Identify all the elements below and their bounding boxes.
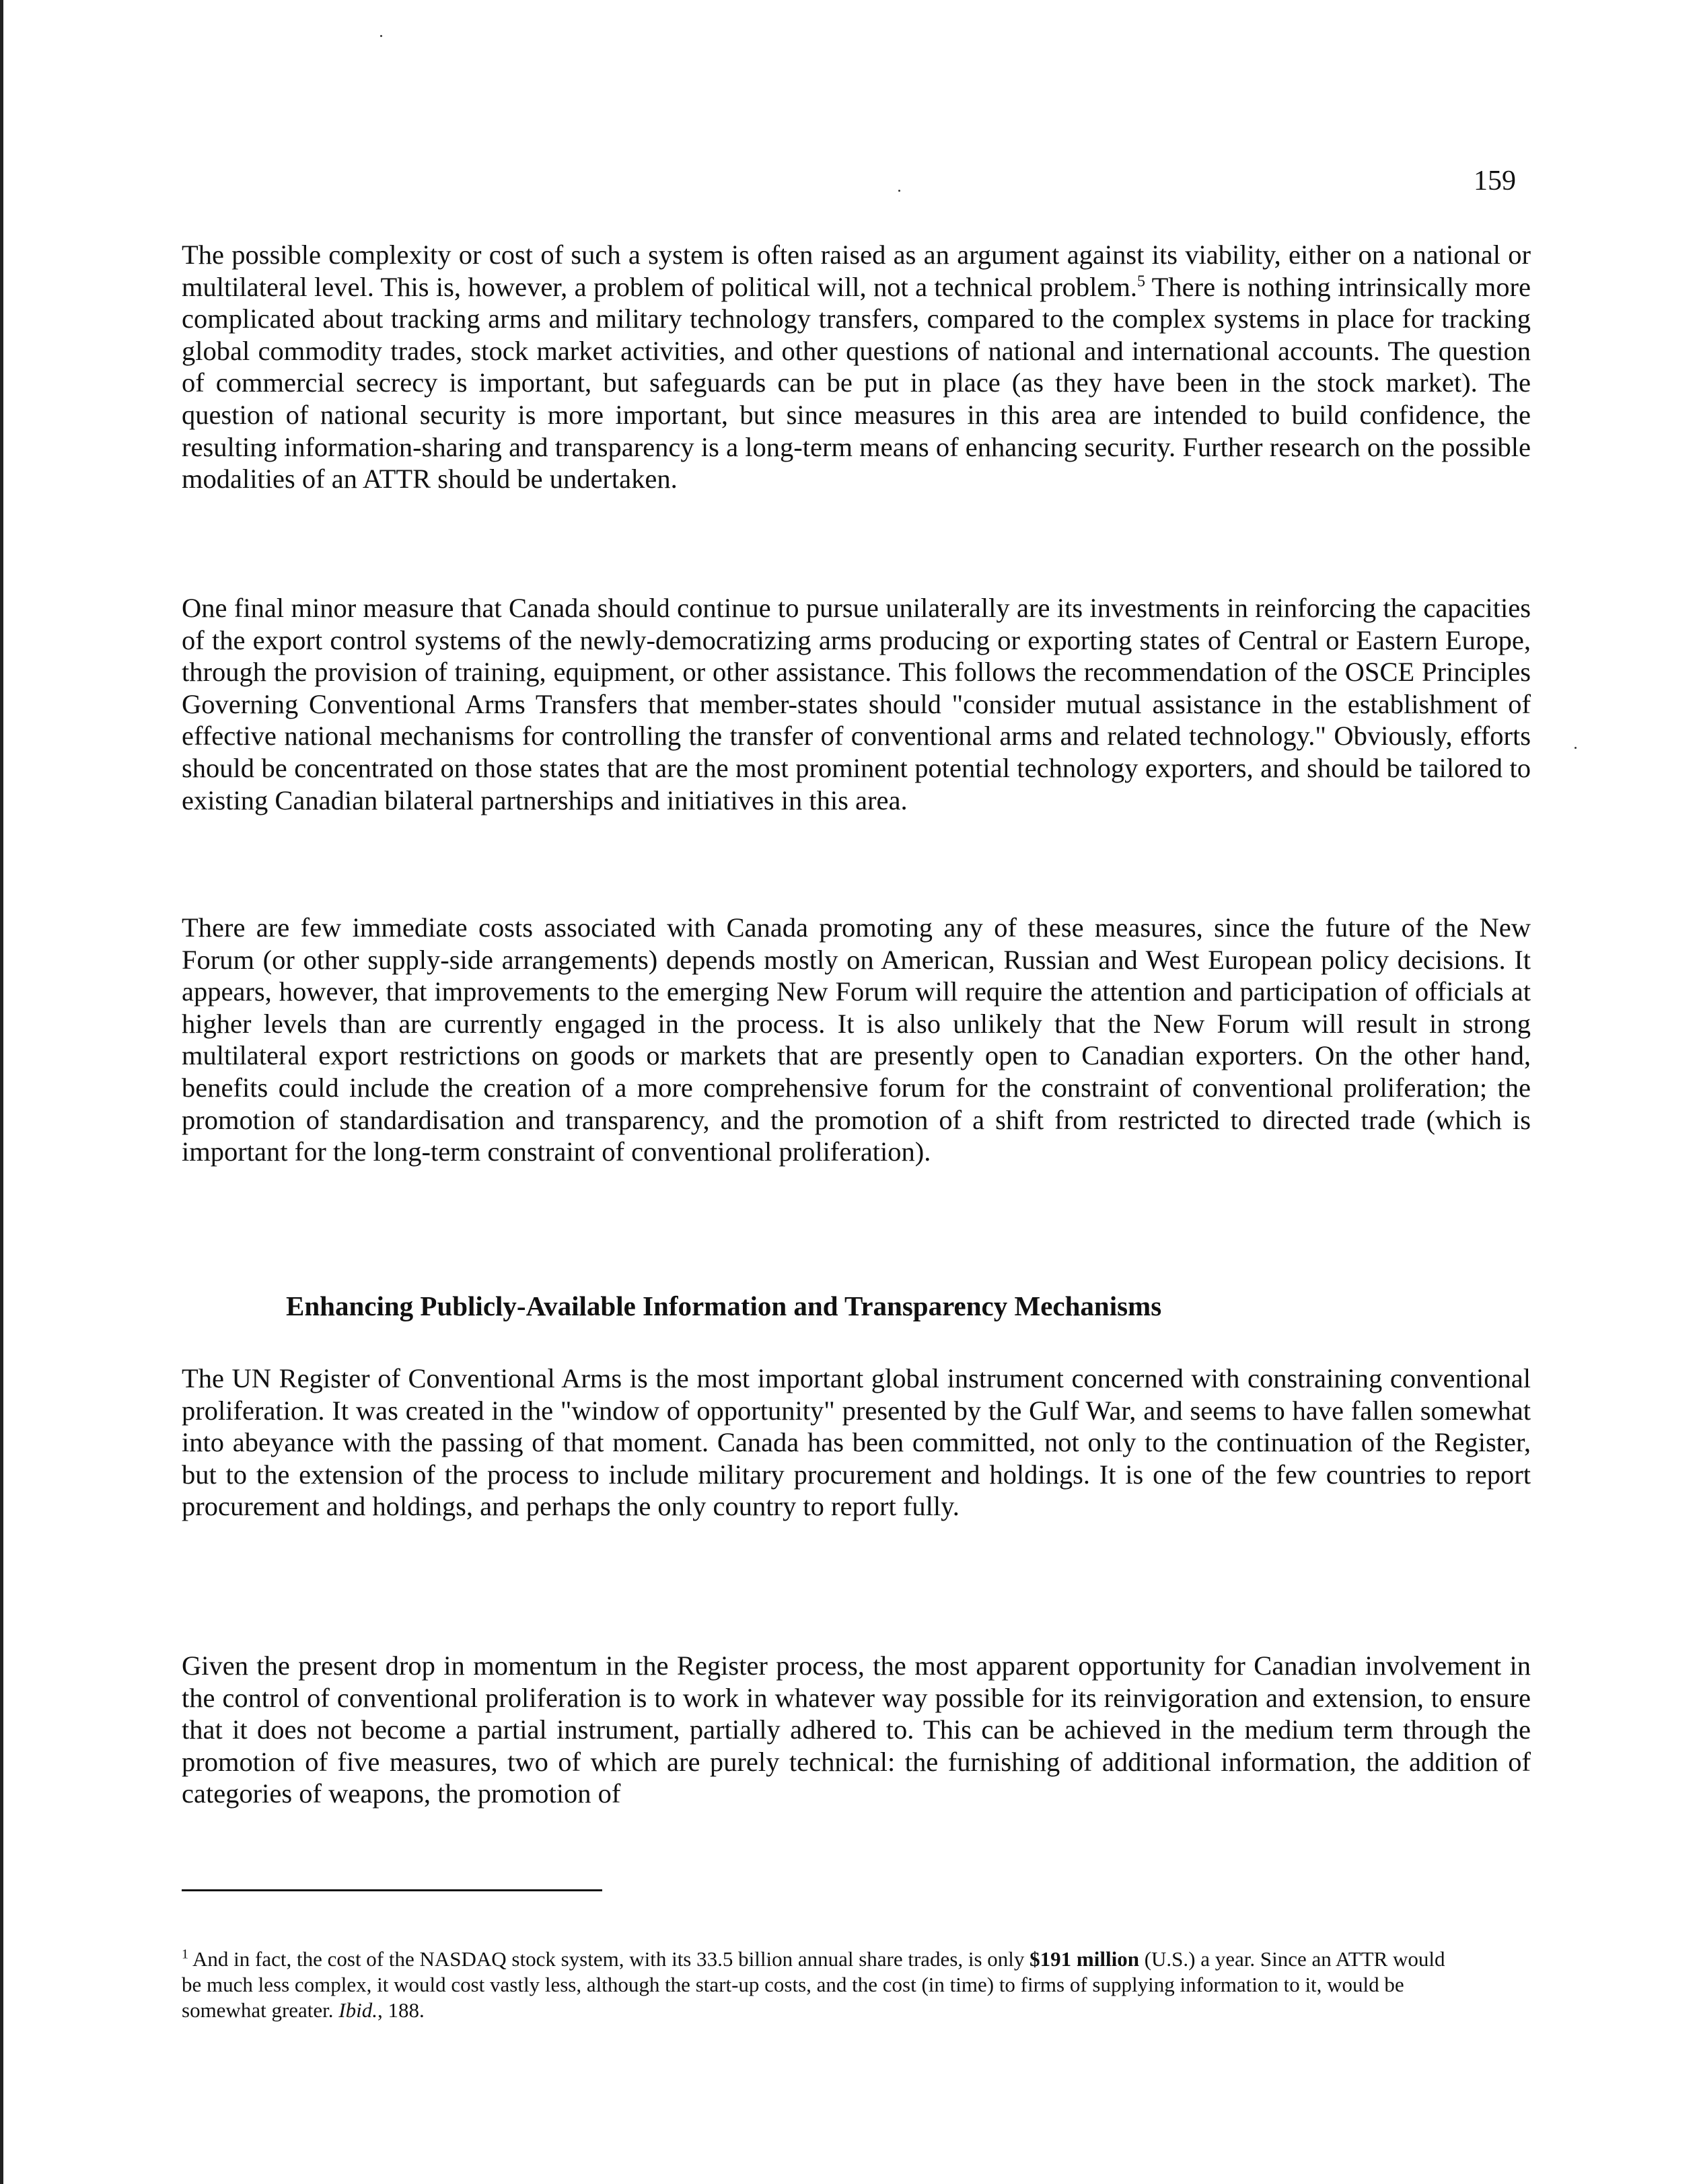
scan-speck — [898, 190, 900, 192]
footnote-text: (U.S.) a year. Since an ATTR would be much less complex, it would cost vastly less, although the start-up costs, and the cost (in time) to firms of supplying information to it, would be somewhat greater. — [182, 1947, 1445, 2022]
body-paragraph-1 — [182, 239, 1531, 495]
section-paragraph-2: Given the present drop in momentum in the Register process, the most apparent opportunity for Canadian involvement in the control of conventional proliferation is to work in whatever way possible for its reinvigoration and extension, to ensure that it does not become a partial instrument, partially adhered to. This can be achieved in the medium term through the promotion of five measures, two of which are purely technical: the furnishing of additional information, the addition of categories of weapons, the promotion of — [182, 1650, 1531, 1809]
footnote-citation-ibid: Ibid. — [338, 1998, 377, 2022]
footnote-separator — [182, 1889, 602, 1891]
paragraph-text: The possible complexity or cost of such a system is often raised as an argument against its viability, either on a national or multilateral level. This is, however, a problem of political will, not a technical problem. — [182, 240, 1531, 302]
page-number: 159 — [1474, 166, 1516, 196]
footnote-marker: 1 — [182, 1946, 188, 1962]
page-left-edge-border — [0, 0, 3, 2184]
footnote — [182, 1946, 1460, 2023]
footnote-text: , 188. — [377, 1998, 425, 2022]
footnote-bold-amount: $191 million — [1029, 1947, 1139, 1971]
footnote-reference: 5 — [1137, 272, 1146, 291]
body-paragraph-3: There are few immediate costs associated with Canada promoting any of these measures, since the future of the New Forum (or other supply-side arrangements) depends mostly on American, Russian and West European policy decisions. It appears, however, that improvements to the emerging New Forum will require the attention and participation of officials at higher levels than are currently engaged in the process. It is also unlikely that the New Forum will result in strong multilateral export restrictions on goods or markets that are presently open to Canadian exporters. On the other hand, benefits could include the creation of a more comprehensive forum for the constraint of conventional proliferation; the promotion of standardisation and transparency, and the promotion of a shift from restricted to directed trade (which is important for the long-term constraint of conventional proliferation). — [182, 912, 1531, 1167]
footnote-text: And in fact, the cost of the NASDAQ stock system, with its 33.5 billion annual share trades, is only — [188, 1947, 1030, 1971]
paragraph-text: There is nothing intrinsically more complicated about tracking arms and military technology transfers, compared to the complex systems in place for tracking global commodity trades, stock market activities, and other questions of national and international accounts. The question of commercial secrecy is important, but safeguards can be put in place (as they have been in the stock market). The question of national security is more important, but since measures in this area are intended to build confidence, the resulting information-sharing and transparency is a long-term means of enhancing security. Further research on the possible modalities of an ATTR should be undertaken. — [182, 271, 1531, 495]
scan-speck — [1575, 747, 1577, 749]
scan-speck — [380, 35, 382, 37]
section-paragraph-1: The UN Register of Conventional Arms is the most important global instrument concerned with constraining conventional proliferation. It was created in the "window of opportunity" presented by the Gulf War, and seems to have fallen somewhat into abeyance with the passing of that moment. Canada has been committed, not only to the continuation of the Register, but to the extension of the process to include military procurement and holdings. It is one of the few countries to report procurement and holdings, and perhaps the only country to report fully. — [182, 1363, 1531, 1522]
section-heading: Enhancing Publicly-Available Information and Transparency Mechanisms — [286, 1290, 1162, 1321]
body-paragraph-2: One final minor measure that Canada should continue to pursue unilaterally are its investments in reinforcing the capacities of the export control systems of the newly-democratizing arms producing or exporting states of Central or Eastern Europe, through the provision of training, equipment, or other assistance. This follows the recommendation of the OSCE Principles Governing Conventional Arms Transfers that member-states should "consider mutual assistance in the establishment of effective national mechanisms for controlling the transfer of conventional arms and related technology." Obviously, efforts should be concentrated on those states that are the most prominent potential technology exporters, and should be tailored to existing Canadian bilateral partnerships and initiatives in this area. — [182, 593, 1531, 815]
